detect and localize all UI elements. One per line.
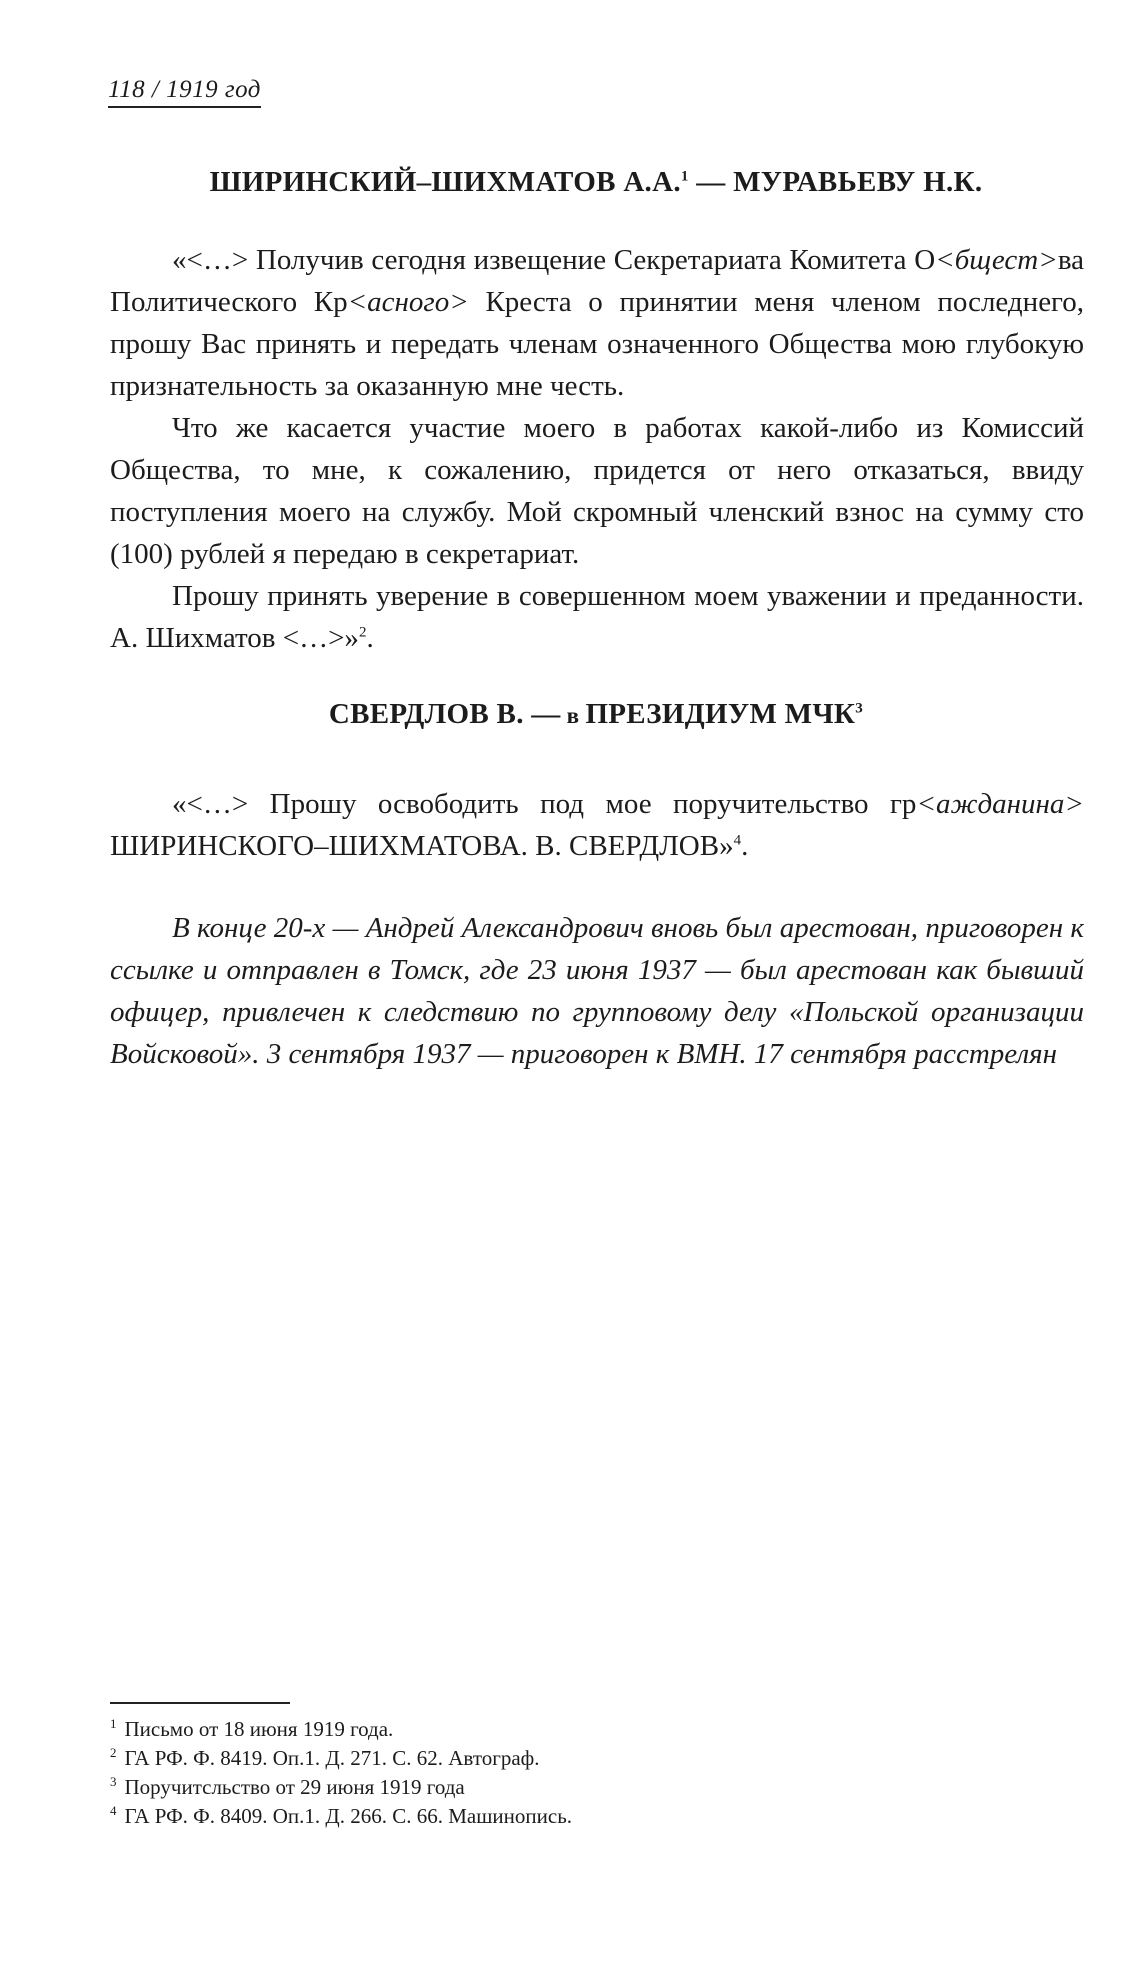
footnote-4-num: 4: [110, 1803, 117, 1818]
s2p1-open: «<…> Прошу освободить под мое поручительство гр: [172, 788, 917, 820]
section2-heading-small: в: [560, 703, 586, 728]
section1-heading-text: ШИРИНСКИЙ–ШИХМАТОВ А.А.: [209, 166, 681, 198]
s1p1-ins2: <асного>: [347, 286, 469, 318]
footnote-3: [110, 1773, 1084, 1802]
footnote-2-num: 2: [110, 1745, 117, 1760]
footnote-4-text: ГА РФ. Ф. 8409. Оп.1. Д. 266. С. 66. Машинопись.: [124, 1804, 573, 1828]
section1-paragraph-2: Что же касается участие моего в работах какой-либо из Комиссий Общества, то мне, к сожалению, придется от него отказаться, ввиду поступления моего на службу. Мой скромный членский взнос на сумму сто (100) рублей я передаю в секретариат.: [110, 412, 1084, 570]
section2-heading-text: СВЕРДЛОВ В. —: [328, 698, 561, 730]
s1p1-mid1: ва Политического Кр: [110, 244, 1084, 318]
footnote-3-text: Поручитсльство от 29 июня 1919 года: [124, 1775, 465, 1799]
footnotes: [110, 1715, 1084, 1831]
footnote-3-num: 3: [110, 1774, 117, 1789]
biographical-note: В конце 20-х — Андрей Александрович вновь был арестован, приговорен к ссылке и отправлен в Томск, где 23 июня 1937 — был арестован как бывший офицер, привлечен к следствию по групповому делу «Польской организации Войсковой». 3 сентября 1937 — приговорен к ВМН. 17 сентября расстрелян: [110, 912, 1084, 1070]
section2-heading: [108, 698, 1084, 731]
s1p3-ref: 2: [358, 624, 367, 641]
running-head: 118 / 1919 год: [108, 76, 261, 108]
footnote-1-num: 1: [110, 1716, 117, 1731]
s1p1-rest: Креста о принятии меня членом последнего, прошу Вас принять и передать членам означенного Общества мою глубокую признательность за оказанную мне честь.: [110, 286, 1084, 402]
s2p1-ins: <ажданина>: [916, 788, 1084, 820]
section1-paragraph-3: [110, 575, 1084, 659]
footnote-rule: [110, 1702, 290, 1704]
footnote-2-text: ГА РФ. Ф. 8419. Оп.1. Д. 271. С. 62. Автограф.: [124, 1746, 540, 1770]
section2-paragraph: [110, 783, 1084, 867]
footnote-4: [110, 1802, 1084, 1831]
s1p1-ins1: <бщест>: [935, 244, 1058, 276]
footnote-1: [110, 1715, 1084, 1744]
s2p1-end: .: [741, 830, 749, 862]
s1p1-open: «<…> Получив сегодня извещение Секретариата Комитета О: [172, 244, 936, 276]
footnote-2: [110, 1744, 1084, 1773]
s2p1-ref: 4: [733, 832, 742, 849]
section2-heading-ref: 3: [855, 700, 864, 717]
footnote-1-text: Письмо от 18 июня 1919 года.: [124, 1717, 394, 1741]
section2-heading-tail: ПРЕЗИДИУМ МЧК: [585, 698, 856, 730]
s2p1-rest: ШИРИНСКОГО–ШИХМАТОВА. В. СВЕРДЛОВ»: [110, 830, 734, 862]
s1p3-end: .: [366, 622, 374, 654]
section1-heading-ref: 1: [680, 168, 689, 185]
section1-paragraph-1: [110, 239, 1084, 407]
s1p3-text: Прошу принять уверение в совершенном моем уважении и преданности. А. Шихматов <…>»: [110, 580, 1084, 654]
section1-heading: [108, 166, 1084, 199]
section1-heading-tail: — МУРАВЬЕВУ Н.К.: [696, 166, 983, 198]
